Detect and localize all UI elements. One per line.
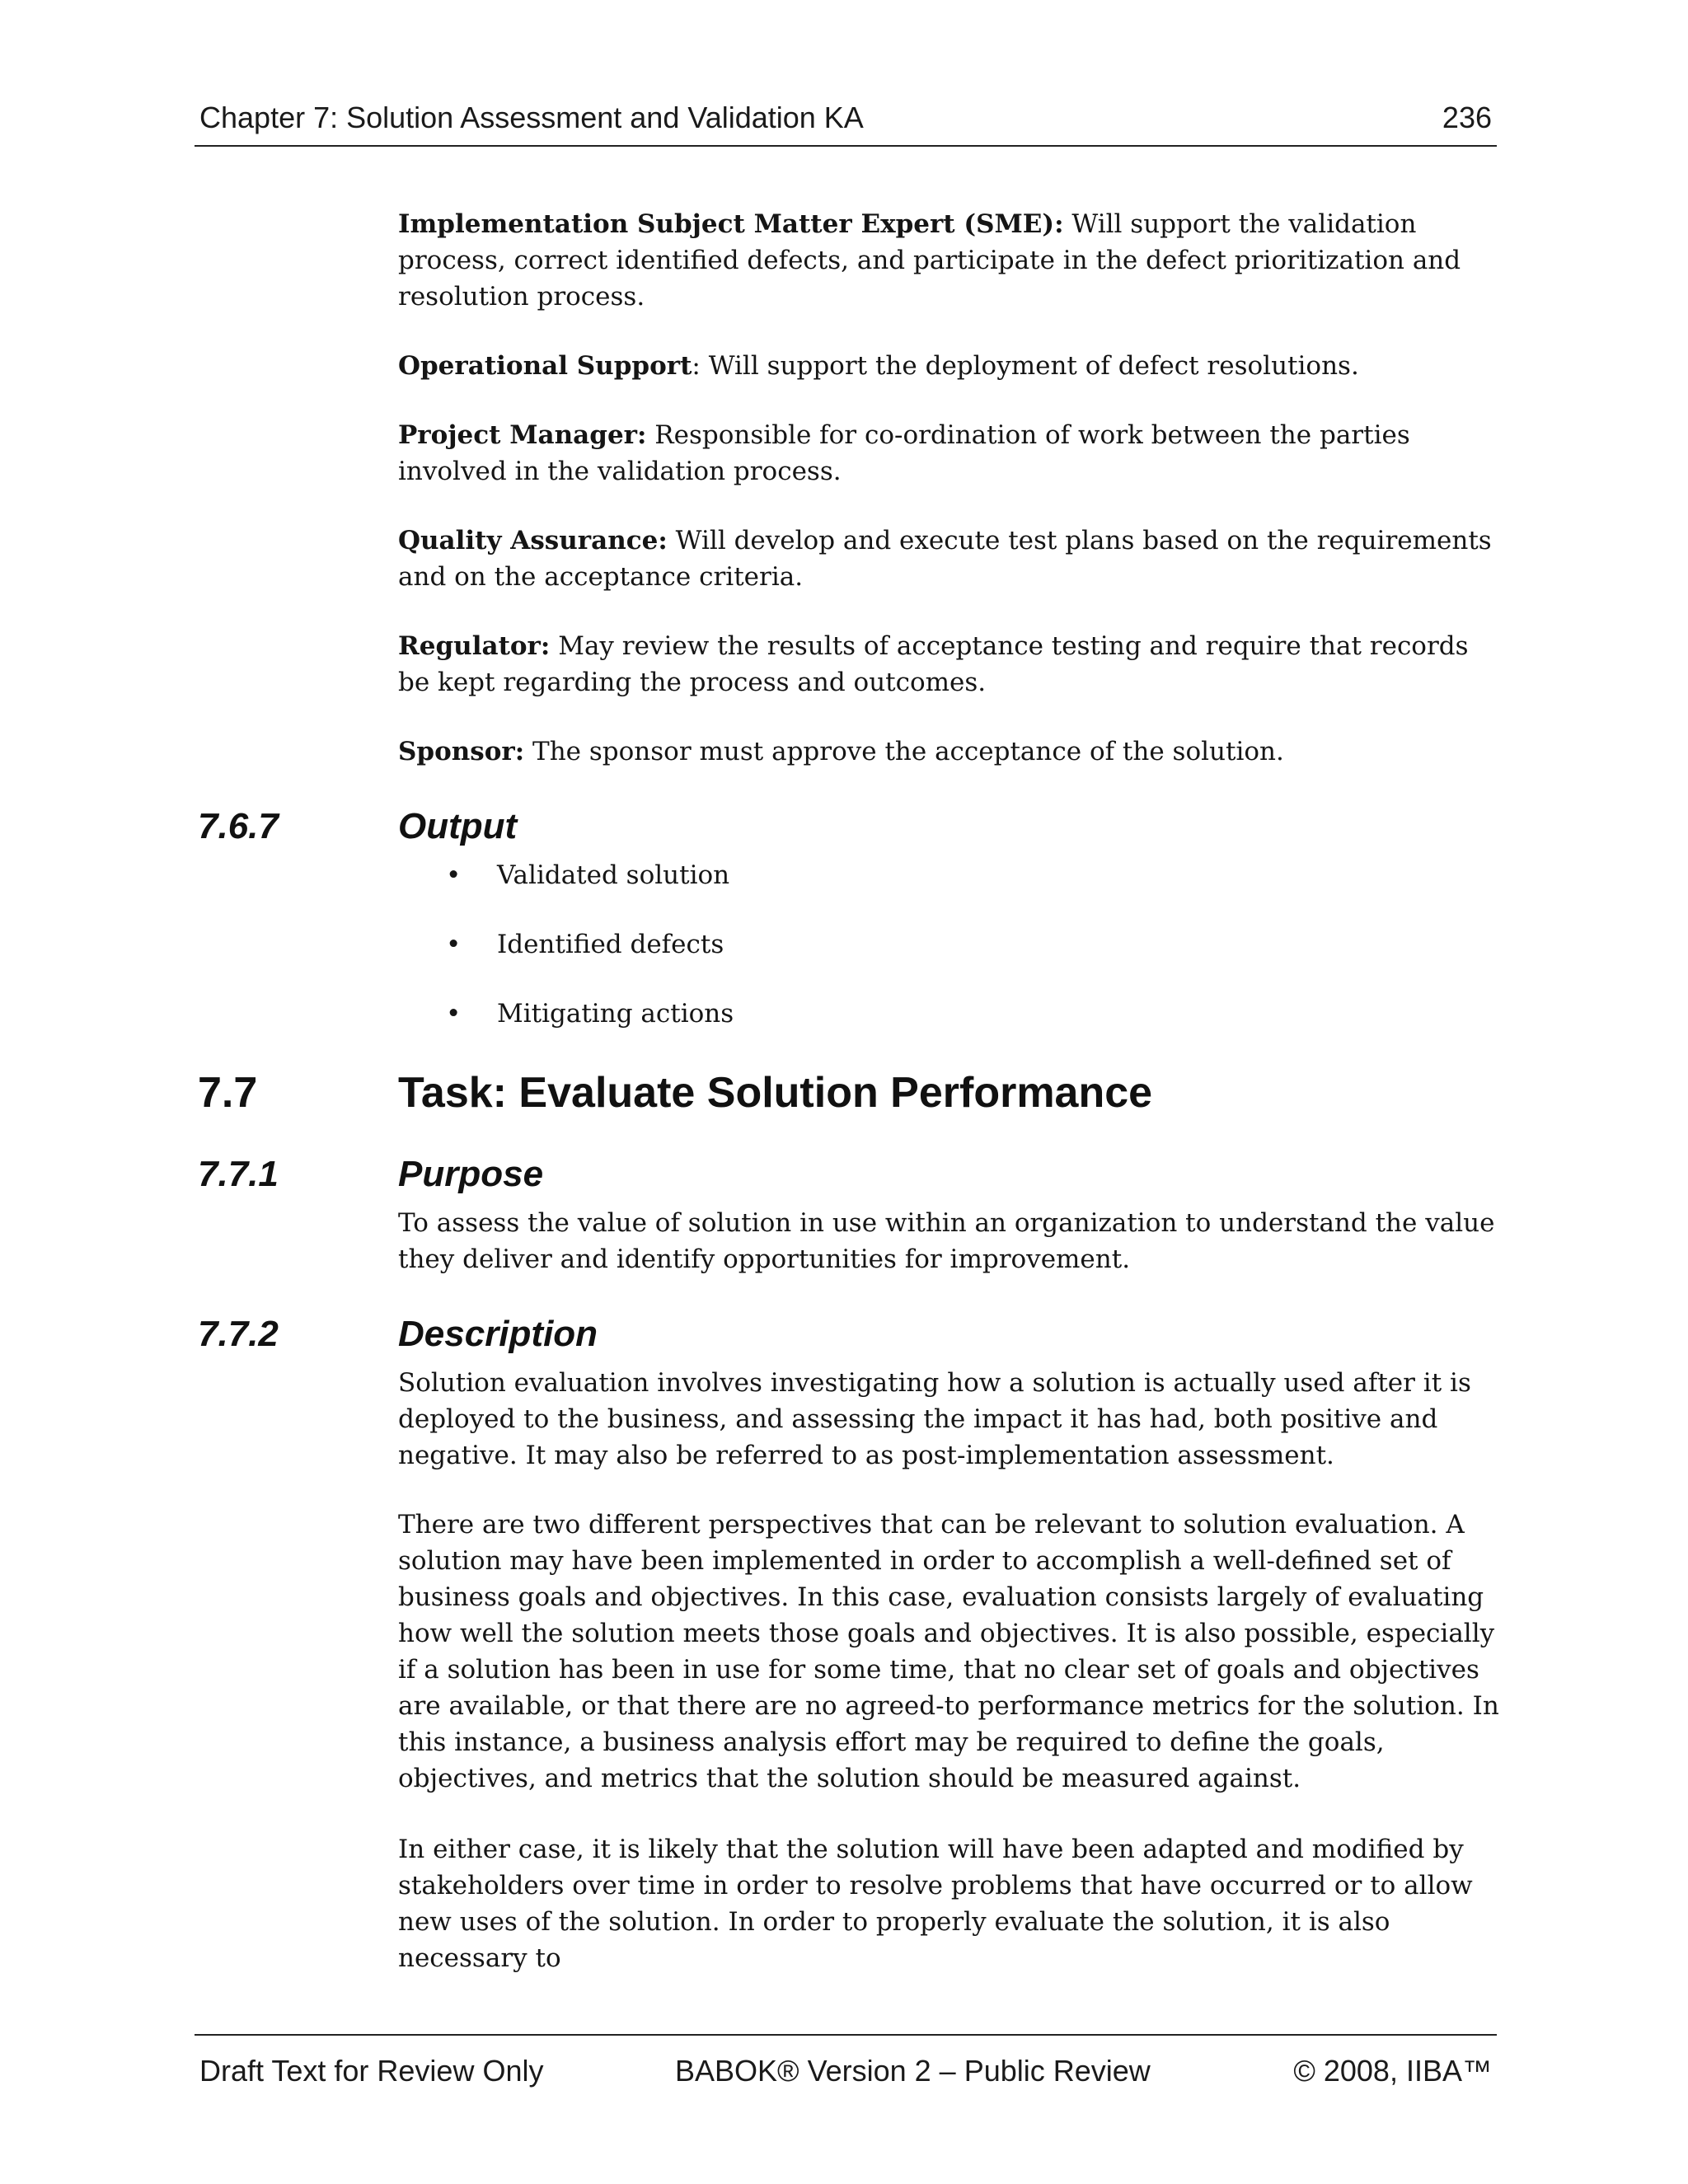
stakeholder-description: The sponsor must approve the acceptance of the solution. [524,737,1284,766]
stakeholder-description: Will develop and execute test plans based on the requirements and on the acceptance criteria. [398,526,1492,592]
section-title-description: Description [398,1314,598,1354]
stakeholder-term: Sponsor: [398,737,525,766]
footer-version: BABOK® Version 2 – Public Review [675,2054,1151,2088]
section-title-task: Task: Evaluate Solution Performance [398,1069,1153,1117]
chapter-title: Chapter 7: Solution Assessment and Validation KA [199,101,864,134]
section-title-purpose: Purpose [398,1154,544,1194]
bullet-icon: • [446,930,462,959]
page-header [195,97,1497,147]
bullet-icon: • [446,860,462,890]
description-paragraph-2: There are two different perspectives that can be relevant to solution evaluation. A solution may have been implemented in order to accomplish a well-defined set of business goals and objectives. In this case, evaluation consists largely of evaluating how well the solution meets those goals and objectives. It is also possible, especially if a solution has been in use for some time, that no clear set of goals and objectives are available, or that there are no agreed-to performance metrics for the solution. In this instance, a business analysis effort may be required to define the goals, objectives, and metrics that the solution should be measured against. [398,1510,1499,1793]
stakeholder-description: Will support the validation process, correct identified defects, and participate in the defect prioritization and resolution process. [398,209,1461,312]
description-paragraph-3: In either case, it is likely that the solution will have been adapted and modified by stakeholders over time in order to resolve problems that have occurred or to allow new uses of the solution. In order to properly evaluate the solution, it is also necessary to [398,1835,1473,1973]
stakeholder-paragraph-sme [398,206,1503,315]
stakeholder-description: : Will support the deployment of defect resolutions. [692,351,1359,381]
stakeholder-description: May review the results of acceptance testing and require that records be kept regarding the process and outcomes. [398,631,1469,697]
stakeholder-term: Regulator: [398,631,551,661]
section-number-purpose: 7.7.1 [198,1154,279,1194]
section-number-task: 7.7 [198,1069,258,1117]
description-paragraph-1: Solution evaluation involves investigating how a solution is actually used after it is deployed to the business, and assessing the impact it has had, both positive and negative. It may also be referred to as post-implementation assessment. [398,1368,1471,1470]
bullet-icon: • [446,999,462,1029]
section-number-description: 7.7.2 [198,1314,279,1354]
stakeholder-paragraph-operational-support [398,348,1503,384]
footer-copyright: © 2008, IIBA™ [1293,2054,1492,2088]
purpose-paragraph: To assess the value of solution in use within an organization to understand the value they deliver and identify opportunities for improvement. [398,1208,1495,1274]
section-title-output: Output [398,806,518,846]
stakeholder-paragraph-quality-assurance [398,523,1503,595]
stakeholder-term: Implementation Subject Matter Expert (SME): [398,209,1064,239]
section-number-output: 7.6.7 [198,806,279,846]
page-footer [195,2034,1497,2093]
stakeholder-term: Quality Assurance: [398,526,668,555]
stakeholder-description: Responsible for co-ordination of work between the parties involved in the validation process. [398,420,1410,486]
stakeholder-paragraph-sponsor [398,733,1503,770]
stakeholder-paragraph-project-manager [398,417,1503,490]
page-number: 236 [1442,101,1492,134]
stakeholder-term: Operational Support [398,351,692,381]
stakeholder-paragraph-regulator [398,628,1503,701]
footer-draft-notice: Draft Text for Review Only [199,2054,544,2088]
stakeholder-term: Project Manager: [398,420,647,450]
